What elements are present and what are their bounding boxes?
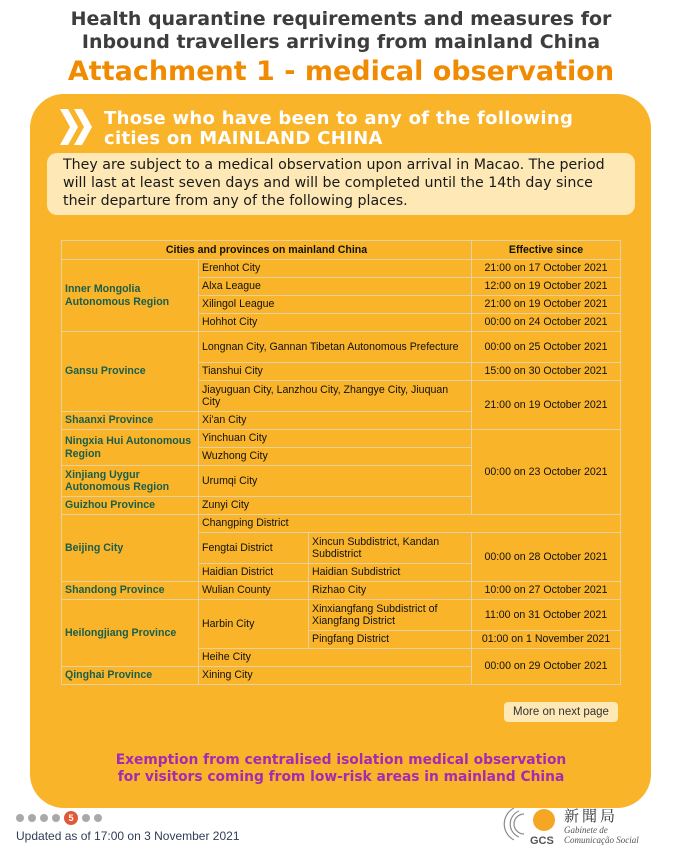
title-line-1: Health quarantine requirements and measures for [70, 8, 612, 30]
subdistrict-cell: Rizhao City [309, 582, 472, 600]
city-cell: Urumqi City [199, 466, 472, 497]
city-cell: Zunyi City [199, 497, 472, 515]
page-dot-icon[interactable] [82, 814, 90, 822]
title-line-2: Inbound travellers arriving from mainland China [81, 31, 601, 53]
effective-cell: 12:00 on 19 October 2021 [472, 278, 621, 296]
effective-cell: 21:00 on 19 October 2021 [472, 296, 621, 314]
city-cell: Haidian District [199, 564, 309, 582]
effective-cell: 21:00 on 19 October 2021 [472, 381, 621, 430]
city-cell: Xining City [199, 667, 472, 685]
table-row [62, 332, 621, 363]
updated-timestamp: Updated as of 17:00 on 3 November 2021 [16, 829, 240, 843]
column-header: Effective since [472, 241, 621, 260]
gcs-logo-text: GCS [530, 835, 554, 847]
city-cell: Hohhot City [199, 314, 472, 332]
exemption-line-1: Exemption from centralised isolation medical observation [115, 752, 567, 768]
double-chevron-icon [60, 107, 94, 147]
province-cell: Gansu Province [62, 332, 199, 412]
page-subtitle: Attachment 1 - medical observation [67, 56, 615, 87]
city-cell: Jiayuguan City, Lanzhou City, Zhangye City, Jiuquan City [199, 381, 472, 412]
city-cell: Fengtai District [199, 533, 309, 564]
section-heading-line-1: Those who have been to any of the following [104, 108, 574, 129]
table-row [62, 582, 621, 600]
province-cell: Shaanxi Province [62, 412, 199, 430]
city-cell: Longnan City, Gannan Tibetan Autonomous Prefecture [199, 332, 472, 363]
effective-cell: 00:00 on 23 October 2021 [472, 430, 621, 515]
table-row [62, 430, 621, 448]
city-cell: Yinchuan City [199, 430, 472, 448]
column-header: Cities and provinces on mainland China [62, 241, 472, 260]
more-on-next-page-button[interactable]: More on next page [504, 702, 618, 722]
page-dot-icon[interactable] [16, 814, 24, 822]
effective-cell: 00:00 on 24 October 2021 [472, 314, 621, 332]
effective-cell: 00:00 on 28 October 2021 [472, 533, 621, 582]
province-cell: Beijing City [62, 515, 199, 582]
page-dot-icon[interactable] [28, 814, 36, 822]
city-cell: Wulian County [199, 582, 309, 600]
city-cell: Wuzhong City [199, 448, 472, 466]
city-cell: Xi'an City [199, 412, 472, 430]
city-cell: Erenhot City [199, 260, 472, 278]
subdistrict-cell: Xincun Subdistrict, Kandan Subdistrict [309, 533, 472, 564]
province-cell: Inner Mongolia Autonomous Region [62, 260, 199, 332]
logo-chinese-name: 新聞局 [564, 807, 619, 825]
city-cell: Harbin City [199, 600, 309, 649]
page-dot-icon[interactable] [40, 814, 48, 822]
effective-cell: 15:00 on 30 October 2021 [472, 363, 621, 381]
province-cell: Guizhou Province [62, 497, 199, 515]
effective-cell: 00:00 on 25 October 2021 [472, 332, 621, 363]
table-row [62, 600, 621, 631]
exemption-link[interactable] [0, 752, 682, 786]
subdistrict-cell: Xinxiangfang Subdistrict of Xiangfang District [309, 600, 472, 631]
city-cell: Xilingol League [199, 296, 472, 314]
cities-table [61, 240, 621, 685]
logo-portuguese-name [564, 825, 639, 845]
page-dot-icon[interactable] [52, 814, 60, 822]
page-title [0, 8, 682, 54]
exemption-line-2: for visitors coming from low-risk areas in mainland China [117, 769, 565, 785]
current-page-dot[interactable]: 5 [64, 811, 78, 825]
effective-cell: 00:00 on 29 October 2021 [472, 649, 621, 685]
province-cell: Qinghai Province [62, 667, 199, 685]
logo-pt-line-2: Comunicação Social [564, 835, 639, 845]
city-cell: Alxa League [199, 278, 472, 296]
effective-cell: 10:00 on 27 October 2021 [472, 582, 621, 600]
table-header-row [62, 241, 621, 260]
effective-cell: 01:00 on 1 November 2021 [472, 631, 621, 649]
province-cell: Ningxia Hui Autonomous Region [62, 430, 199, 466]
subdistrict-cell: Haidian Subdistrict [309, 564, 472, 582]
effective-cell: 21:00 on 17 October 2021 [472, 260, 621, 278]
city-cell: Heihe City [199, 649, 472, 667]
section-heading-line-2: cities on MAINLAND CHINA [104, 128, 383, 149]
table-row [62, 515, 621, 533]
description-box: They are subject to a medical observation upon arrival in Macao. The period will last at least seven days and will be completed until the 14th day since their departure from any of the following places. [47, 153, 635, 215]
province-cell: Shandong Province [62, 582, 199, 600]
effective-cell: 11:00 on 31 October 2021 [472, 600, 621, 631]
city-cell: Tianshui City [199, 363, 472, 381]
city-cell: Changping District [199, 515, 621, 533]
subdistrict-cell: Pingfang District [309, 631, 472, 649]
province-cell: Xinjiang Uygur Autonomous Region [62, 466, 199, 497]
section-heading [104, 109, 624, 149]
province-cell: Heilongjiang Province [62, 600, 199, 667]
logo-pt-line-1: Gabinete de [564, 825, 608, 835]
page-dot-icon[interactable] [94, 814, 102, 822]
table-row [62, 260, 621, 278]
